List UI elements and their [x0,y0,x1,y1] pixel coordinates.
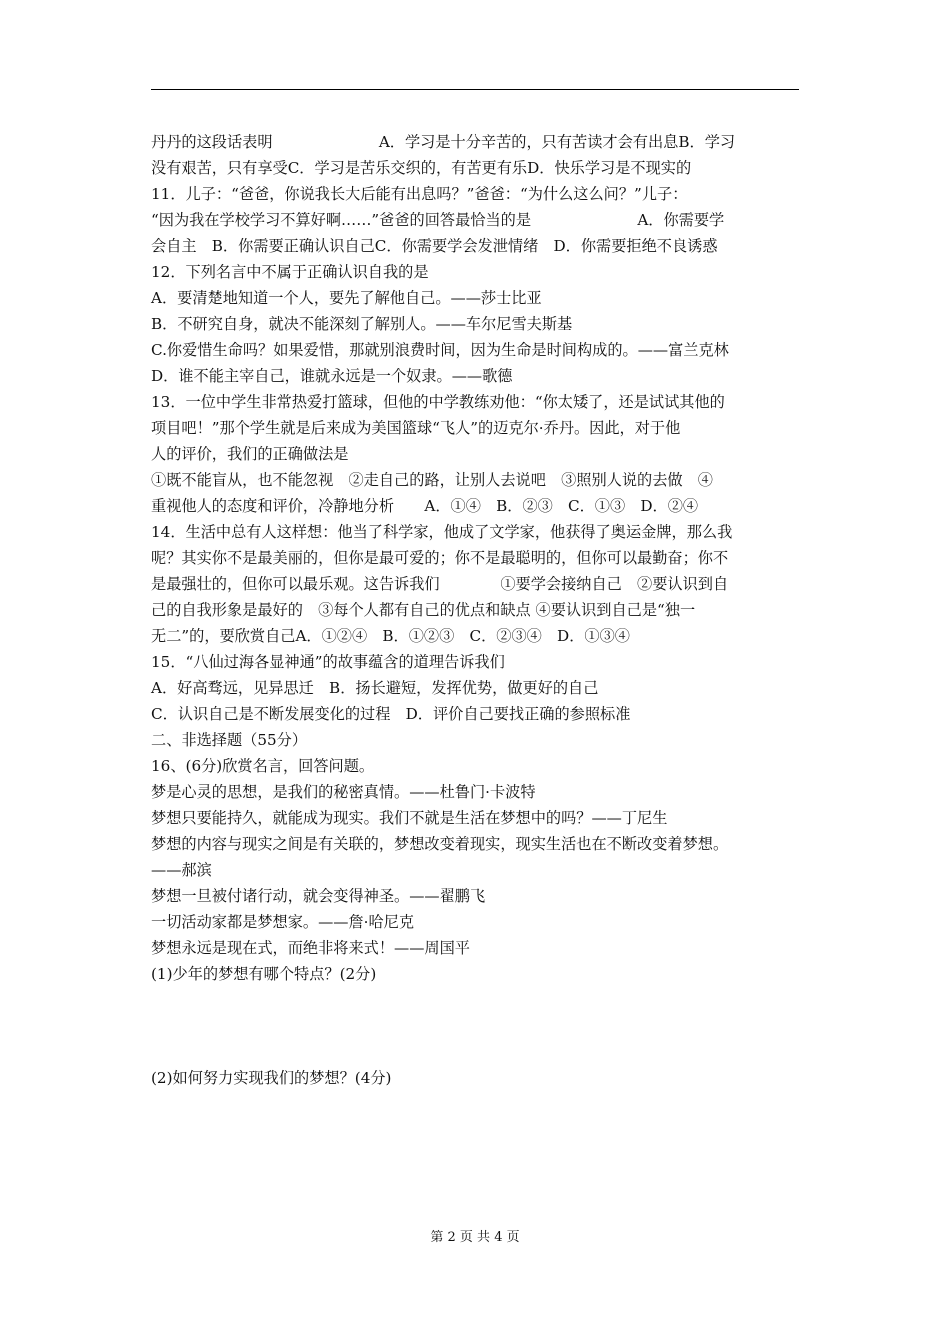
quote-line: 梦是心灵的思想，是我们的秘密真情。——杜鲁门·卡波特 [151,783,536,801]
quote-line: 梦想的内容与现实之间是有关联的，梦想改变着现实，现实生活也在不断改变着梦想。 [151,835,729,853]
answer-space [151,1013,801,1039]
option-ab: A．好高骛远，见异思迁 B．扬长避短，发挥优势，做更好的自己 [151,679,599,697]
question-14: 14．生活中总有人这样想：他当了科学家，他成了文学家，他获得了奥运金牌，那么我 [151,523,733,541]
quote-line: 梦想永远是现在式，而绝非将来式！——周国平 [151,939,470,957]
text-line: 呢？其实你不是最美丽的，但你是最可爱的；你不是最聪明的，但你可以最勤奋；你不 [151,549,729,567]
answer-space [151,987,801,1013]
sub-question-2: (2)如何努力实现我们的梦想？(4分) [151,1069,392,1087]
answer-space [151,1039,801,1065]
text-line: 会自主 B．你需要正确认识自己C．你需要学会发泄情绪 D．你需要拒绝不良诱惑 [151,237,718,255]
option-d: D．谁不能主宰自己，谁就永远是一个奴隶。——歌德 [151,367,513,385]
quote-line: 梦想一旦被付诸行动，就会变得神圣。——翟鹏飞 [151,887,486,905]
question-15: 15．“八仙过海各显神通”的故事蕴含的道理告诉我们 [151,653,505,671]
question-11: 11．儿子：“爸爸，你说我长大后能有出息吗？”爸爸：“为什么这么问？”儿子： [151,185,688,203]
question-13: 13．一位中学生非常热爱打篮球，但他的中学教练劝他：“你太矮了，还是试试其他的 [151,393,725,411]
section-heading: 二、非选择题（55分） [151,731,308,749]
question-12: 12．下列名言中不属于正确认识自我的是 [151,263,429,281]
text-line: 无二”的，要欣赏自己A．①②④ B．①②③ C．②③④ D．①③④ [151,627,630,645]
quote-line: 一切活动家都是梦想家。——詹·哈尼克 [151,913,415,931]
page-body [151,129,801,1091]
text-line: 是最强壮的，但你可以最乐观。这告诉我们 ①要学会接纳自己 ②要认识到自 [151,575,729,593]
option-c: C.你爱惜生命吗？如果爱惜，那就别浪费时间，因为生命是时间构成的。——富兰克林 [151,341,729,359]
option-b: B．不研究自身，就决不能深刻了解别人。——车尔尼雪夫斯基 [151,315,573,333]
page-footer: 第 2 页 共 4 页 [430,1230,520,1245]
text-line: ①既不能盲从，也不能忽视 ②走自己的路，让别人去说吧 ③照别人说的去做 ④ [151,471,713,489]
text-line: 己的自我形象是最好的 ③每个人都有自己的优点和缺点 ④要认识到自己是“独一 [151,601,696,619]
quote-line: 梦想只要能持久，就能成为现实。我们不就是生活在梦想中的吗？——丁尼生 [151,809,668,827]
text-line: 项目吧！”那个学生就是后来成为美国篮球“飞人”的迈克尔·乔丹。因此，对于他 [151,419,681,437]
sub-question-1: (1)少年的梦想有哪个特点？(2分) [151,965,377,983]
text-line: 重视他人的态度和评价，冷静地分析 A．①④ B．②③ C．①③ D．②④ [151,497,699,515]
option-a: A．要清楚地知道一个人，要先了解他自己。——莎士比亚 [151,289,542,307]
text-line: “因为我在学校学习不算好啊……”爸爸的回答最恰当的是 A．你需要学 [151,211,725,229]
text-line: 丹丹的这段话表明 A．学习是十分辛苦的，只有苦读才会有出息B．学习 [151,133,736,151]
option-cd: C．认识自己是不断发展变化的过程 D．评价自己要找正确的参照标准 [151,705,631,723]
quote-author: ——郝滨 [151,861,212,879]
question-16: 16、(6分)欣赏名言，回答问题。 [151,757,375,775]
header-rule [151,89,799,90]
text-line: 人的评价，我们的正确做法是 [151,445,349,463]
text-line: 没有艰苦，只有享受C．学习是苦乐交织的，有苦更有乐D．快乐学习是不现实的 [151,159,692,177]
